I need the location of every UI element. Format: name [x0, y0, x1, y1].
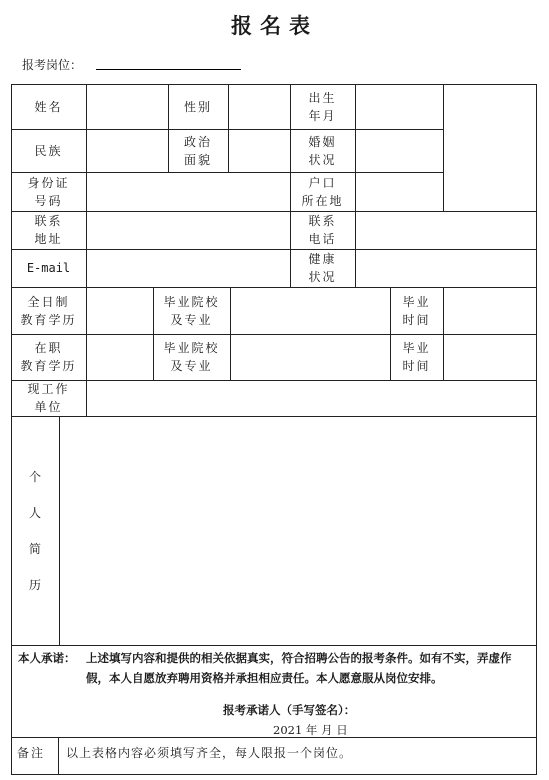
- photo-box[interactable]: [443, 84, 537, 211]
- fulltime-edu-label: 全日制 教育学历: [20, 294, 77, 327]
- fulltime-edu-input[interactable]: [86, 287, 153, 334]
- remark-text: 以上表格内容必须填写齐全，每人限报一个岗位。: [66, 746, 353, 760]
- pledge-label: 本人承诺：: [18, 651, 76, 665]
- resume-label: [13, 418, 57, 644]
- health-input[interactable]: [355, 249, 537, 287]
- resume-char: 个: [28, 470, 41, 484]
- gradtime2-label: 毕业 时间: [402, 341, 431, 373]
- gradtime1-label: 毕业 时间: [402, 294, 431, 327]
- email-input[interactable]: [86, 249, 290, 287]
- address-input[interactable]: [86, 211, 290, 249]
- ethnicity-input[interactable]: [86, 129, 168, 172]
- gradtime2-input[interactable]: [443, 334, 537, 380]
- col-divider: [58, 737, 59, 775]
- id-card-label: 身份证 号码: [27, 175, 70, 208]
- resume-char: 人: [28, 506, 41, 520]
- hukou-label: 户口 所在地: [301, 175, 344, 208]
- resume-char: 简: [28, 542, 41, 556]
- name-input[interactable]: [86, 84, 168, 129]
- school1-label: 毕业院校 及专业: [163, 294, 220, 327]
- political-input[interactable]: [228, 129, 290, 172]
- work-unit-label: 现工作 单位: [27, 382, 70, 414]
- ethnicity-label: 民族: [34, 143, 63, 158]
- birth-label: 出生 年月: [308, 90, 337, 123]
- position-label: 报考岗位：: [22, 58, 83, 72]
- id-card-input[interactable]: [86, 172, 290, 211]
- hukou-input[interactable]: [355, 172, 443, 211]
- resume-char: 历: [28, 578, 41, 592]
- birth-input[interactable]: [355, 84, 443, 129]
- phone-input[interactable]: [355, 211, 537, 249]
- resume-input[interactable]: [59, 416, 537, 645]
- political-label: 政治 面貌: [183, 134, 212, 167]
- pledge-date: 2021 年 月 日: [273, 723, 348, 737]
- gradtime1-input[interactable]: [443, 287, 537, 334]
- position-blank-line[interactable]: [96, 69, 241, 70]
- school1-input[interactable]: [230, 287, 390, 334]
- marriage-input[interactable]: [355, 129, 443, 172]
- health-label: 健康 状况: [308, 252, 337, 284]
- name-label: 姓名: [34, 99, 63, 114]
- remark-label: 备注: [17, 746, 46, 760]
- phone-label: 联系 电话: [308, 214, 337, 246]
- gender-input[interactable]: [228, 84, 290, 129]
- inservice-edu-label: 在职 教育学历: [20, 341, 77, 373]
- gender-label: 性别: [183, 99, 212, 114]
- pledge-text: 上述填写内容和提供的相关依据真实，符合招聘公告的报考条件。如有不实，弄虚作假，本人自愿放弃聘用资格并承担相应责任。本人愿意服从岗位安排。: [86, 651, 512, 685]
- marriage-label: 婚姻 状况: [308, 134, 337, 167]
- email-label: E-mail: [26, 261, 71, 275]
- row-divider: [11, 645, 537, 646]
- address-label: 联系 地址: [34, 214, 63, 246]
- inservice-edu-input[interactable]: [86, 334, 153, 380]
- position-field[interactable]: [22, 56, 82, 73]
- pledge-signature: 报考承诺人（手写签名）：: [223, 703, 356, 717]
- form-title: 报名表: [231, 14, 318, 38]
- school2-label: 毕业院校 及专业: [163, 341, 220, 373]
- pledge-section: [18, 648, 534, 737]
- work-unit-input[interactable]: [86, 380, 537, 416]
- school2-input[interactable]: [230, 334, 390, 380]
